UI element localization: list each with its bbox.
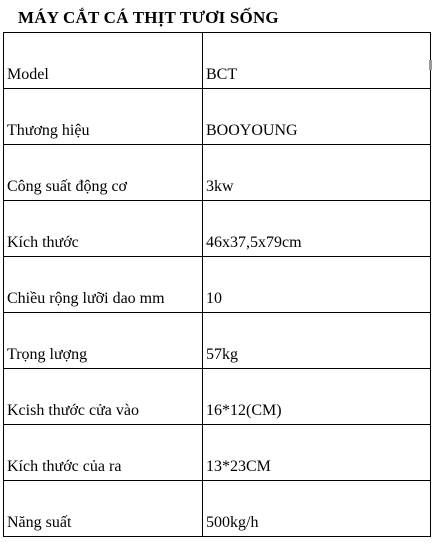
spec-label: Công suất động cơ (4, 145, 203, 201)
spec-value: BCT (203, 33, 431, 89)
spec-value: 16*12(CM) (203, 369, 431, 425)
table-row (4, 89, 431, 145)
table-row (4, 313, 431, 369)
spec-value: 57kg (203, 313, 431, 369)
spec-label: Kích thước của ra (4, 425, 203, 481)
table-row (4, 257, 431, 313)
spec-label: Chiều rộng lưỡi dao mm (4, 257, 203, 313)
spec-value: 13*23CM (203, 425, 431, 481)
spec-value: 3kw (203, 145, 431, 201)
table-row (4, 201, 431, 257)
spec-value: BOOYOUNG (203, 89, 431, 145)
spec-table (3, 32, 431, 537)
spec-label: Năng suất (4, 481, 203, 537)
spec-value: 500kg/h (203, 481, 431, 537)
table-row (4, 33, 431, 89)
table-row (4, 369, 431, 425)
spec-label: Model (4, 33, 203, 89)
spec-value: 46x37,5x79cm (203, 201, 431, 257)
spec-label: Thương hiệu (4, 89, 203, 145)
table-row (4, 481, 431, 537)
table-row (4, 145, 431, 201)
page-title: MÁY CẮT CÁ THỊT TƯƠI SỐNG (18, 8, 279, 27)
spec-label: Kcish thước cửa vào (4, 369, 203, 425)
table-row (4, 425, 431, 481)
spec-label: Trọng lượng (4, 313, 203, 369)
spec-value: 10 (203, 257, 431, 313)
spec-label: Kích thước (4, 201, 203, 257)
